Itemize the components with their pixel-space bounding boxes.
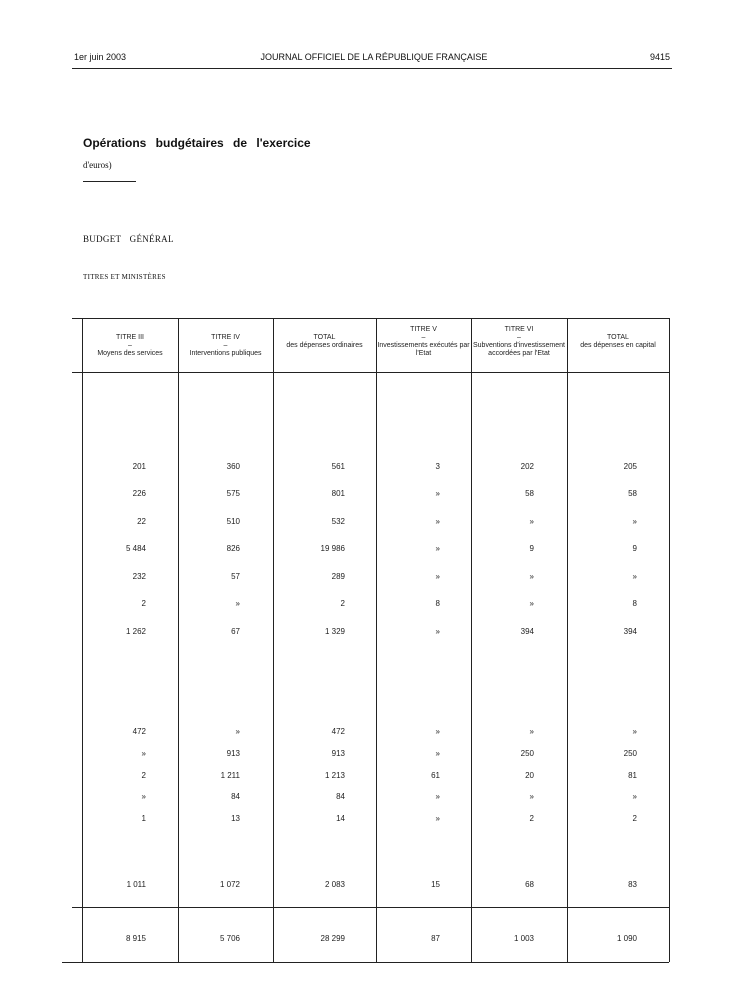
table-cell: »: [141, 792, 146, 801]
column-rule: [178, 318, 179, 962]
column-header-bottom: Investissements exécutés par l'Etat: [377, 342, 470, 357]
column-header-top: TITRE VI: [504, 326, 534, 333]
table-cell: »: [235, 727, 240, 736]
table-cell: 2: [529, 814, 534, 823]
table-cell: 9: [632, 544, 637, 553]
column-header-top: TOTAL: [607, 334, 629, 341]
table-cell: 472: [132, 727, 146, 736]
table-cell: 67: [231, 627, 240, 636]
table-cell: 61: [431, 771, 440, 780]
total-cell: 87: [431, 934, 440, 943]
column-header-bottom: Interventions publiques: [189, 350, 262, 357]
table-cell: 2: [141, 599, 146, 608]
table-cell: »: [529, 572, 534, 581]
section-title: Opérations budgétaires de l'exercice: [83, 136, 311, 150]
total-cell: 1 090: [616, 934, 637, 943]
table-bottom-rule: [62, 962, 669, 963]
table-cell: 1 211: [220, 771, 240, 780]
column-header-top: TITRE IV: [211, 334, 240, 341]
unit-note: d'euros): [83, 160, 112, 170]
table-cell: »: [529, 517, 534, 526]
running-header-page-number: 9415: [649, 52, 670, 62]
table-top-rule: [72, 318, 669, 319]
table-cell: 250: [623, 749, 637, 758]
table-cell: 472: [331, 727, 345, 736]
column-header-top: TITRE III: [116, 334, 144, 341]
column-header-dash: –: [223, 342, 228, 349]
table-cell: 8: [435, 599, 440, 608]
table-cell: 232: [132, 572, 146, 581]
titres-heading: TITRES ET MINISTÈRES: [83, 273, 166, 281]
table-cell: »: [435, 749, 440, 758]
running-header-date: 1er juin 2003: [74, 52, 127, 62]
column-rule: [376, 318, 377, 962]
column-header: [567, 334, 669, 350]
table-cell: 1 011: [126, 880, 146, 889]
table-cell: »: [141, 749, 146, 758]
column-header-top: TOTAL: [313, 334, 336, 341]
column-header-bottom: Subventions d'investissement accordées par l'Etat: [473, 342, 565, 357]
table-cell: 2: [141, 771, 146, 780]
table-cell: 57: [231, 572, 240, 581]
column-rule: [82, 318, 83, 962]
table-cell: »: [632, 727, 637, 736]
table-cell: »: [529, 727, 534, 736]
table-cell: 1 329: [324, 627, 345, 636]
column-header-top: TITRE V: [410, 326, 437, 333]
total-cell: 1 003: [513, 934, 534, 943]
column-header: [471, 326, 567, 358]
column-header-dash: –: [517, 334, 521, 341]
table-cell: »: [435, 814, 440, 823]
table-cell: 84: [231, 792, 240, 801]
table-cell: 360: [226, 462, 240, 471]
table-cell: 826: [226, 544, 240, 553]
column-header-dash: –: [128, 342, 132, 349]
table-cell: 9: [529, 544, 534, 553]
table-cell: »: [435, 792, 440, 801]
table-cell: 575: [226, 489, 240, 498]
table-cell: »: [435, 727, 440, 736]
table-cell: »: [632, 792, 637, 801]
table-cell: 13: [231, 814, 240, 823]
table-cell: 202: [520, 462, 534, 471]
header-bottom-rule: [72, 372, 669, 373]
table-cell: 1 072: [219, 880, 240, 889]
table-cell: »: [435, 489, 440, 498]
table-cell: 83: [628, 880, 637, 889]
column-rule: [471, 318, 472, 962]
table-cell: 510: [226, 517, 240, 526]
table-cell: 913: [331, 749, 345, 758]
total-cell: 8 915: [125, 934, 146, 943]
table-cell: 81: [628, 771, 637, 780]
table-cell: »: [435, 627, 440, 636]
table-cell: 8: [632, 599, 637, 608]
column-rule: [669, 318, 670, 962]
table-cell: 58: [525, 489, 534, 498]
table-cell: »: [632, 572, 637, 581]
table-cell: 561: [331, 462, 345, 471]
total-top-rule: [72, 907, 669, 908]
table-cell: 1: [141, 814, 146, 823]
column-rule: [567, 318, 568, 962]
table-cell: »: [435, 572, 440, 581]
table-cell: »: [435, 517, 440, 526]
table-cell: 1 262: [125, 627, 146, 636]
table-cell: 2: [340, 599, 345, 608]
table-cell: 226: [132, 489, 146, 498]
table-cell: 2 083: [324, 880, 345, 889]
table-cell: 84: [336, 792, 345, 801]
table-cell: 205: [623, 462, 637, 471]
table-cell: 22: [137, 517, 146, 526]
total-cell: 5 706: [219, 934, 240, 943]
table-cell: 14: [336, 814, 345, 823]
column-header: [178, 334, 273, 358]
table-cell: 289: [331, 572, 345, 581]
table-cell: »: [529, 792, 534, 801]
table-cell: 68: [525, 880, 534, 889]
table-cell: 801: [331, 489, 345, 498]
budget-heading: BUDGET GÉNÉRAL: [83, 234, 174, 244]
column-header-bottom: des dépenses ordinaires: [286, 342, 363, 349]
column-header: [82, 334, 178, 358]
table-cell: 250: [520, 749, 534, 758]
table-cell: 394: [520, 627, 534, 636]
table-cell: 1 213: [324, 771, 345, 780]
column-header: [376, 326, 471, 358]
table-cell: 2: [632, 814, 637, 823]
table-cell: »: [435, 544, 440, 553]
table-cell: 20: [525, 771, 534, 780]
table-cell: 3: [435, 462, 440, 471]
column-rule: [273, 318, 274, 962]
table-cell: »: [235, 599, 240, 608]
total-cell: 28 299: [320, 934, 345, 943]
table-cell: 913: [226, 749, 240, 758]
column-header-bottom: des dépenses en capital: [580, 342, 656, 349]
table-cell: »: [529, 599, 534, 608]
table-cell: 19 986: [320, 544, 345, 553]
column-header-bottom: Moyens des services: [97, 350, 163, 357]
table-cell: »: [632, 517, 637, 526]
table-cell: 201: [132, 462, 146, 471]
table-cell: 58: [628, 489, 637, 498]
table-cell: 15: [431, 880, 440, 889]
column-header: [273, 334, 376, 350]
table-cell: 5 484: [125, 544, 146, 553]
table-cell: 394: [623, 627, 637, 636]
running-header-journal: JOURNAL OFFICIEL DE LA RÉPUBLIQUE FRANÇAISE: [260, 52, 488, 62]
column-header-dash: –: [421, 334, 426, 341]
table-cell: 532: [331, 517, 345, 526]
